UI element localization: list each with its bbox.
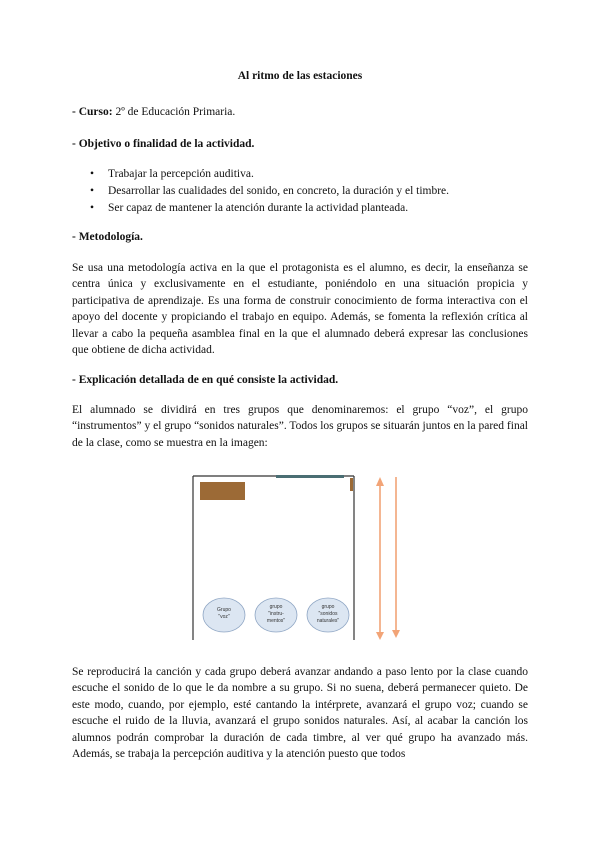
list-item: • Desarrollar las cualidades del sonido, en concreto, la duración y el timbre. [90,183,449,200]
metodologia-heading: - Metodología. [72,231,143,243]
objetivo-heading: - Objetivo o finalidad de la actividad. [72,138,255,150]
metodologia-paragraph: Se usa una metodología activa en la que el protagonista es el alumno, es decir, la enseñanza se centra única y exclusivamente en el estudiante, poniéndolo en una situación propicia y participativa de aprendizaje. Es una forma de construir conocimiento de forma interactiva con el apoyo del docente y propiciando el trabajo en equipo. Además, se fomenta la reflexión crítica al llevar a cabo la pequeña asamblea final en la que el alumnado deberá expresar las conclusiones que obtiene de dicha actividad. [72,262,528,357]
group-label-line: mentos" [266,618,286,624]
door [350,478,353,491]
arrow-head-down [392,630,400,638]
group-instrumentos [255,598,297,632]
arrow-head-down [376,632,384,640]
group-label-line: "instru- [268,611,284,617]
arrow-head-up [376,477,384,486]
explicacion-paragraph-1: El alumnado se dividirá en tres grupos que denominaremos: el grupo “voz”, el grupo “instrumentos” y el grupo “sonidos naturales”. Todos los grupos se situarán juntos en la pared final de la clase, como se muestra en la imagen: [72,404,528,449]
group-label-line: naturales" [316,618,340,624]
group-label-line: grupo [321,604,335,610]
group-sonidos-naturales [307,598,349,632]
curso-value: 2º de Educación Primaria. [112,106,236,118]
explicacion-heading: - Explicación detallada de en qué consiste la actividad. [72,374,339,386]
group-voz [203,598,245,632]
blackboard [276,475,344,478]
list-item: • Ser capaz de mantener la atención durante la actividad planteada. [90,200,449,217]
document-title: Al ritmo de las estaciones [237,70,363,82]
curso-line [72,104,235,120]
explicacion-paragraph-2: Se reproducirá la canción y cada grupo deberá avanzar andando a paso lento por la clase cuando escuche el sonido de lo que le da nombre a su grupo. Si no suena, deberá permanecer quieto. De este modo, cuando, por ejemplo, esté cantando la intérprete, avanzará el grupo voz; cuando se escuche el ruido de la lluvia, avanzará el grupo sonidos naturales. Así, al acabar la canción los alumnos podrán comprobar la duración de cada timbre, al ver qué grupo ha avanzado más. Además, se trabaja la percepción auditiva y la atención puesto que todos [72,666,528,761]
group-label-line: "voz" [218,614,230,620]
group-label-line: grupo [269,604,283,610]
teacher-desk [200,482,245,500]
objetivo-list [90,166,449,217]
group-label-line: Grupo [217,607,231,613]
classroom-diagram [192,474,407,640]
double-arrow [376,477,400,640]
group-label-line: "sonidos [318,611,338,617]
list-item: • Trabajar la percepción auditiva. [90,166,449,183]
curso-label: - Curso: [72,106,113,118]
